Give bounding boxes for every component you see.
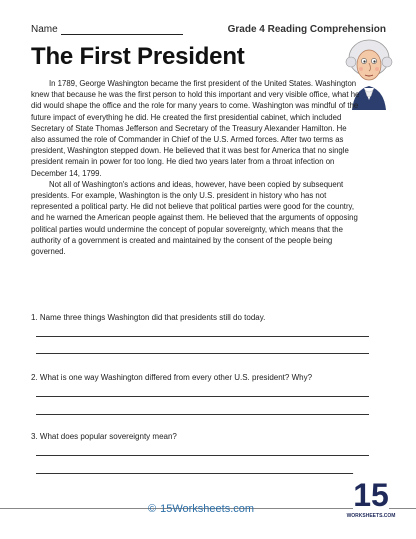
- reading-passage: [31, 78, 361, 257]
- answer-line[interactable]: [36, 414, 369, 415]
- name-input-line[interactable]: [61, 34, 183, 35]
- logo-text: WORKSHEETS.COM: [346, 513, 396, 519]
- question-2: 2. What is one way Washington differed from every other U.S. president? Why?: [31, 373, 313, 382]
- site-link[interactable]: 15Worksheets.com: [160, 503, 255, 515]
- passage-paragraph-1: In 1789, George Washington became the first president of the United States. Washington knew that because he was the first person to hold this important and very visible office, what he did would shape the office and the role for many years to come. Washington was mindful of the future impact of everything he did. He created the first presidential cabinet, which included Secretary of State Thomas Jefferson and Secretary of the Treasury Alexander Hamilton. He also assumed the role of Commander in Chief of the U.S. Armed forces. After two terms as president, Washington stepped down. He believed that it was best for America that no single president remain in power for too long. He died two years later from a throat infection on December 14, 1799.: [31, 79, 360, 178]
- answer-line[interactable]: [36, 336, 369, 337]
- page-title: The First President: [31, 43, 245, 70]
- footer-credit: [148, 500, 254, 518]
- worksheet-header: [31, 22, 386, 38]
- worksheets-logo-icon: [346, 470, 396, 522]
- question-1: 1. Name three things Washington did that presidents still do today.: [31, 313, 266, 322]
- logo-number: 15: [353, 477, 389, 513]
- answer-line[interactable]: [36, 353, 369, 354]
- grade-label: Grade 4 Reading Comprehension: [227, 24, 386, 35]
- answer-line[interactable]: [36, 455, 369, 456]
- copyright-icon: ©: [148, 503, 157, 515]
- name-label: Name: [31, 24, 58, 35]
- passage-paragraph-2: Not all of Washington's actions and ideas, however, have been copied by subsequent presidents. For example, Washington is the only U.S. president in history who has not represented a political party. He did not believe that political parties were good for the country, and he warned the American people against them. He believed that the arguments of opposing political parties would undermine the concept of popular sovereignty, which means that the authority of a government is created and maintained by the consent of the people being governed.: [31, 179, 358, 257]
- question-3: 3. What does popular sovereignty mean?: [31, 432, 177, 441]
- answer-line[interactable]: [36, 396, 369, 397]
- answer-line[interactable]: [36, 473, 369, 474]
